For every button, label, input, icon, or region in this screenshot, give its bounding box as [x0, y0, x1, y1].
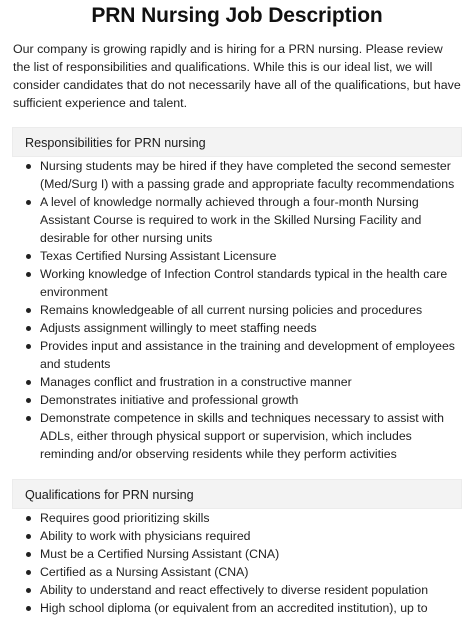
list-item-text: High school diploma (or equivalent from an accredited institution), up to — [40, 601, 428, 615]
list-item — [0, 193, 460, 247]
responsibilities-list — [0, 157, 474, 463]
list-item — [0, 391, 460, 409]
bullet-icon — [26, 272, 31, 277]
bullet-icon — [26, 344, 31, 349]
intro-paragraph: Our company is growing rapidly and is hiring for a PRN nursing. Please review the list of responsibilities and qualifications. While this is our ideal list, we will consider candidates that do not necessarily have all of the qualifications, but have sufficient experience and talent. — [13, 42, 461, 110]
list-item — [0, 545, 460, 563]
list-item-text: Texas Certified Nursing Assistant Licensure — [40, 249, 277, 263]
list-item-text: A level of knowledge normally achieved through a four-month Nursing Assistant Course is required to work in the Skilled Nursing Facility and desirable for other nursing units — [40, 195, 422, 245]
bullet-icon — [26, 326, 31, 331]
list-item-text: Working knowledge of Infection Control standards typical in the health care environment — [40, 267, 448, 299]
bullet-icon — [26, 164, 31, 169]
bullet-icon — [26, 516, 31, 521]
list-item — [0, 157, 460, 193]
list-item-text: Demonstrates initiative and professional growth — [40, 393, 299, 407]
bullet-icon — [26, 308, 31, 313]
list-item — [0, 527, 460, 545]
bullet-icon — [26, 606, 31, 611]
list-item-text: Adjusts assignment willingly to meet staffing needs — [40, 321, 317, 335]
qualifications-heading: Qualifications for PRN nursing — [12, 479, 462, 509]
bullet-icon — [26, 200, 31, 205]
list-item-text: Manages conflict and frustration in a constructive manner — [40, 375, 352, 389]
bullet-icon — [26, 534, 31, 539]
list-item — [0, 373, 460, 391]
list-item-text: Remains knowledgeable of all current nursing policies and procedures — [40, 303, 423, 317]
list-item — [0, 337, 460, 373]
list-item-text: Provides input and assistance in the training and development of employees and students — [40, 339, 455, 371]
list-item-text: Must be a Certified Nursing Assistant (CNA) — [40, 547, 280, 561]
list-item-text: Ability to work with physicians required — [40, 529, 251, 543]
list-item-text: Nursing students may be hired if they have completed the second semester (Med/Surg I) with a passing grade and appropriate faculty recommendations — [40, 159, 455, 191]
bullet-icon — [26, 552, 31, 557]
list-item — [0, 509, 460, 527]
list-item — [0, 581, 460, 599]
list-item — [0, 301, 460, 319]
list-item-text: Demonstrate competence in skills and techniques necessary to assist with ADLs, either through physical support or supervision, which includes reminding and/or observing residents while they perform activities — [40, 411, 444, 461]
list-item — [0, 599, 460, 617]
bullet-icon — [26, 588, 31, 593]
bullet-icon — [26, 416, 31, 421]
qualifications-list — [0, 509, 474, 617]
bullet-icon — [26, 398, 31, 403]
list-item-text: Requires good prioritizing skills — [40, 511, 210, 525]
list-item — [0, 319, 460, 337]
list-item-text: Certified as a Nursing Assistant (CNA) — [40, 565, 249, 579]
bullet-icon — [26, 254, 31, 259]
list-item — [0, 247, 460, 265]
responsibilities-heading: Responsibilities for PRN nursing — [12, 127, 462, 157]
list-item — [0, 563, 460, 581]
bullet-icon — [26, 380, 31, 385]
bullet-icon — [26, 570, 31, 575]
list-item — [0, 265, 460, 301]
page-title: PRN Nursing Job Description — [91, 4, 383, 27]
list-item — [0, 409, 460, 463]
list-item-text: Ability to understand and react effectively to diverse resident population — [40, 583, 429, 597]
